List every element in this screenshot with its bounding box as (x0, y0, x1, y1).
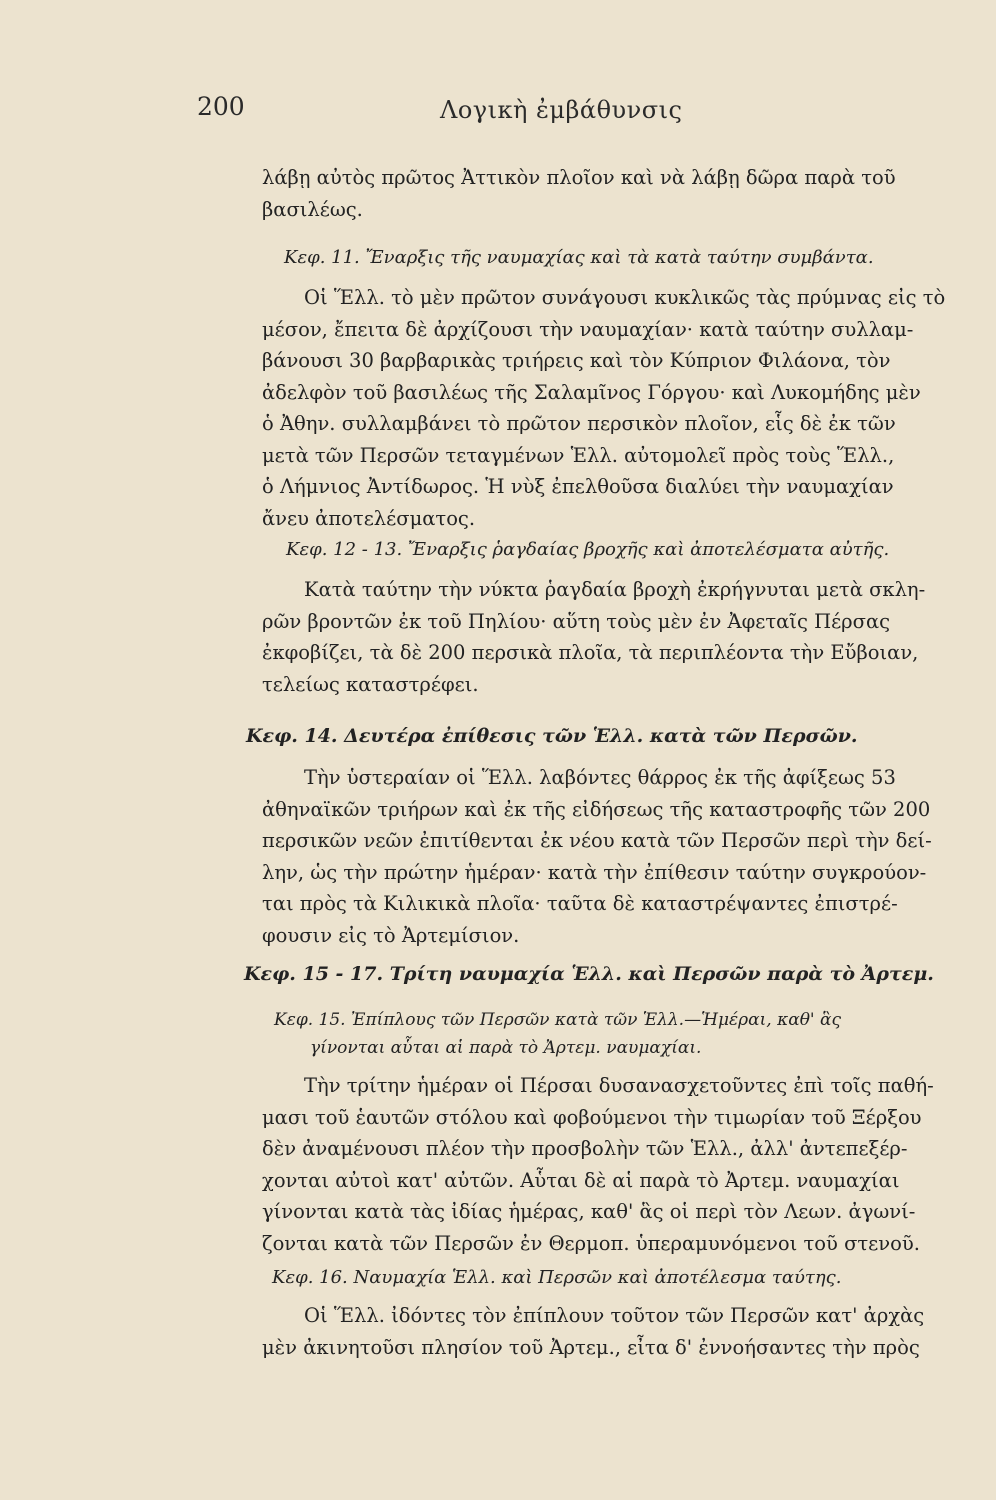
chapter-16-heading (272, 1264, 962, 1292)
paragraph-line: φουσιν εἰς τὸ Ἀρτεμίσιον. (262, 923, 520, 947)
paragraph-line: Κατὰ ταύτην τὴν νύκτα ῥαγδαία βροχὴ ἐκρήγνυται μετὰ σκλη- (304, 578, 926, 601)
chapter-12-13-heading (286, 536, 976, 564)
chapter-12-13-paragraph (262, 574, 952, 700)
paragraph-line: τελείως καταστρέφει. (262, 672, 479, 696)
paragraph-line: βάνουσι 30 βαρβαρικὰς τριήρεις καὶ τὸν Κύπριον Φιλάονα, τὸν (262, 349, 891, 372)
chapter-14-paragraph (262, 762, 952, 951)
chapter-14-heading (246, 722, 936, 750)
paragraph-line: δὲν ἀναμένουσι πλέον τὴν προσβολὴν τῶν Ἑλλ., ἀλλ' ἀντεπεξέρ- (262, 1137, 908, 1160)
chapter-15-subheading (262, 1006, 952, 1062)
chapter-16-paragraph (262, 1300, 952, 1363)
chapter-heading-text: Κεφ. 16. Ναυμαχία Ἑλλ. καὶ Περσῶν καὶ ἀποτέλεσμα ταύτης. (272, 1267, 842, 1288)
paragraph-line: γίνονται κατὰ τὰς ἰδίας ἡμέρας, καθ' ἃς οἱ περὶ τὸν Λεων. ἀγωνί- (262, 1200, 916, 1223)
chapter-heading-text: Κεφ. 11. Ἔναρξις τῆς ναυμαχίας καὶ τὰ κατὰ ταύτην συμβάντα. (284, 247, 874, 268)
paragraph-line: ἀθηναϊκῶν τριήρων καὶ ἐκ τῆς εἰδήσεως τῆς καταστροφῆς τῶν 200 (262, 797, 931, 821)
paragraph-line: ζονται κατὰ τῶν Περσῶν ἐν Θερμοπ. ὑπεραμυνόμενοι τοῦ στενοῦ. (262, 1231, 920, 1255)
paragraph-line: χονται αὐτοὶ κατ' αὐτῶν. Αὗται δὲ αἱ παρὰ τὸ Ἀρτεμ. ναυμαχίαι (262, 1168, 900, 1192)
paragraph-line: μετὰ τῶν Περσῶν τεταγμένων Ἑλλ. αὐτομολεῖ πρὸς τοὺς Ἕλλ., (262, 443, 895, 467)
paragraph-line: ὁ Ἀθην. συλλαμβάνει τὸ πρῶτον περσικὸν πλοῖον, εἷς δὲ ἐκ τῶν (262, 412, 896, 435)
paragraph-line: ἄνευ ἀποτελέσματος. (262, 506, 476, 530)
chapter-15-17-heading (244, 960, 944, 988)
paragraph-line: ται πρὸς τὰ Κιλικικὰ πλοῖα· ταῦτα δὲ καταστρέψαντες ἐπιστρέ- (262, 892, 898, 915)
paragraph-line: Τὴν ὑστεραίαν οἱ Ἕλλ. λαβόντες θάρρος ἐκ τῆς ἀφίξεως 53 (304, 766, 896, 789)
paragraph-line: μὲν ἀκινητοῦσι πλησίον τοῦ Ἀρτεμ., εἶτα δ' ἐννοήσαντες τὴν πρὸς (262, 1335, 920, 1359)
paragraph-line: Οἱ Ἕλλ. τὸ μὲν πρῶτον συνάγουσι κυκλικῶς τὰς πρύμνας εἰς τὸ (304, 286, 946, 309)
paragraph-line: βασιλέως. (262, 197, 363, 221)
chapter-11-heading (284, 244, 974, 272)
chapter-heading-text: Κεφ. 15 - 17. Τρίτη ναυμαχία Ἑλλ. καὶ Περσῶν παρὰ τὸ Ἀρτεμ. (244, 963, 934, 985)
continuation-paragraph (262, 162, 952, 225)
paragraph-line: ρῶν βροντῶν ἐκ τοῦ Πηλίου· αὕτη τοὺς μὲν ἐν Ἀφεταῖς Πέρσας (262, 609, 891, 633)
chapter-heading-text: Κεφ. 14. Δευτέρα ἐπίθεσις τῶν Ἑλλ. κατὰ τῶν Περσῶν. (246, 725, 858, 747)
paragraph-line: ἀδελφὸν τοῦ βασιλέως τῆς Σαλαμῖνος Γόργου· καὶ Λυκομήδης μὲν (262, 380, 921, 404)
paragraph-line: λην, ὡς τὴν πρώτην ἡμέραν· κατὰ τὴν ἐπίθεσιν ταύτην συγκρούον- (262, 860, 927, 884)
page-number: 200 (197, 92, 245, 121)
paragraph-line: Οἱ Ἕλλ. ἰδόντες τὸν ἐπίπλουν τοῦτον τῶν Περσῶν κατ' ἀρχὰς (304, 1304, 925, 1327)
paragraph-line: περσικῶν νεῶν ἐπιτίθενται ἐκ νέου κατὰ τῶν Περσῶν περὶ τὴν δεί- (262, 829, 932, 852)
subheading-line: Κεφ. 15. Ἐπίπλους τῶν Περσῶν κατὰ τῶν Ἑλλ.—Ἡμέραι, καθ' ἃς (274, 1010, 842, 1030)
paragraph-line: μασι τοῦ ἑαυτῶν στόλου καὶ φοβούμενοι τὴν τιμωρίαν τοῦ Ξέρξου (262, 1105, 922, 1129)
chapter-heading-text: Κεφ. 12 - 13. Ἔναρξις ῥαγδαίας βροχῆς καὶ ἀποτελέσματα αὐτῆς. (286, 539, 890, 560)
subheading-line: γίνονται αὗται αἱ παρὰ τὸ Ἀρτεμ. ναυμαχίαι. (310, 1038, 702, 1058)
chapter-11-paragraph (262, 282, 952, 534)
chapter-15-paragraph (262, 1070, 952, 1259)
paragraph-line: ἐκφοβίζει, τὰ δὲ 200 περσικὰ πλοῖα, τὰ περιπλέοντα τὴν Εὔβοιαν, (262, 641, 919, 664)
paragraph-line: μέσον, ἔπειτα δὲ ἀρχίζουσι τὴν ναυμαχίαν· κατὰ ταύτην συλλαμ- (262, 317, 914, 341)
paragraph-line: Τὴν τρίτην ἡμέραν οἱ Πέρσαι δυσανασχετοῦντες ἐπὶ τοῖς παθή- (304, 1074, 934, 1097)
running-title: Λογικὴ ἐμβάθυνσις (440, 96, 683, 124)
paragraph-line: λάβῃ αὐτὸς πρῶτος Ἀττικὸν πλοῖον καὶ νὰ λάβῃ δῶρα παρὰ τοῦ (262, 166, 896, 189)
paragraph-line: ὁ Λήμνιος Ἀντίδωρος. Ἡ νὺξ ἐπελθοῦσα διαλύει τὴν ναυμαχίαν (262, 475, 894, 498)
